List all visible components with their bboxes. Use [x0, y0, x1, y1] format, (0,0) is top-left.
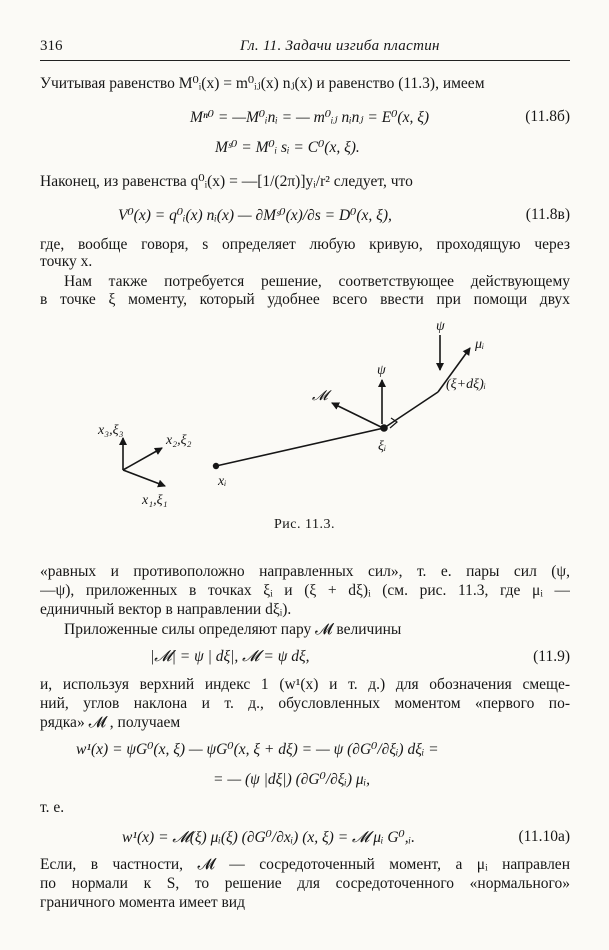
label-x2-xi2: x₂,ξ₂ [166, 433, 192, 448]
running-title: Гл. 11. Задачи изгиба пластин [240, 38, 440, 54]
equation-11-10a: w¹(x) = 𝓜(ξ) μᵢ(ξ) (∂G⁰/∂xᵢ) (x, ξ) = 𝓜 μᵢ G⁰,ᵢ. [122, 829, 415, 846]
text-line-20: т. е. [40, 799, 65, 816]
page-header [40, 38, 570, 60]
equation-number-11-8v: (11.8в) [525, 206, 570, 223]
moment-arrow [332, 403, 381, 427]
position-line [216, 428, 387, 466]
equation-11-8v: V⁰(x) = q⁰ᵢ(x) nᵢ(x) — ∂Mˢ⁰(x)/∂s = D⁰(x, ξ), [118, 207, 392, 224]
equation-11-9: |𝓜| = ψ | dξ|, 𝓜 = ψ dξ, [150, 648, 310, 665]
text-line-9: в точке ξ моменту, который удобнее всего ввести при помощи двух [40, 291, 570, 308]
text-line-6: где, вообще говоря, s определяет любую кривую, проходящую через [40, 236, 570, 253]
equation-number-11-10a: (11.10a) [518, 828, 570, 845]
text-line-15: и, используя верхний индекс 1 (w¹(x) и т. д.) для обозначения смеще- [40, 676, 570, 693]
axis-x2-arrow [123, 448, 162, 470]
text-line-12: единичный вектор в направлении dξᵢ). [40, 601, 292, 618]
text-line-7: точку x. [40, 253, 93, 270]
text-line-10: «равных и противоположно направленных сил», т. е. пары сил (ψ, [40, 563, 570, 580]
text-line-1: Учитывая равенство M⁰ᵢ(x) = m⁰ᵢⱼ(x) nⱼ(x) и равенство (11.3), имеем [40, 75, 485, 92]
label-psi-mid: ψ [377, 363, 386, 378]
label-moment: 𝓜 [312, 389, 328, 404]
point-x [213, 463, 219, 469]
text-line-23: по нормали к S, то решение для сосредоточенного «нормального» [40, 875, 570, 892]
text-line-4: Наконец, из равенства q⁰ᵢ(x) = —[1/(2π)]yᵢ/r² следует, что [40, 173, 413, 190]
text-line-11: —ψ), приложенных в точках ξᵢ и (ξ + dξ)ᵢ (см. рис. 11.3, где μᵢ — [40, 582, 570, 599]
equation-number-11-9: (11.9) [533, 648, 570, 665]
text-line-16: ний, углов наклона и т. д., обусловленных моментом «первого по- [40, 695, 570, 712]
segment-d-xi [384, 392, 438, 428]
figure-caption: Рис. 11.3. [274, 517, 335, 532]
text-line-22: Если, в частности, 𝓜 — сосредоточенный момент, а μᵢ направлен [40, 856, 570, 873]
axis-x1-arrow [123, 470, 165, 486]
equation-number-11-8b: (11.8б) [525, 108, 570, 125]
header-rule [40, 60, 570, 61]
point-xi [380, 424, 388, 432]
equation-w1-line2: = — (ψ |dξ|) (∂G⁰/∂ξᵢ) μᵢ, [213, 771, 371, 788]
equation-11-8b-line2: Mˢ⁰ = M⁰ᵢ sᵢ = C⁰(x, ξ). [215, 139, 360, 156]
figure-11-3 [90, 310, 560, 515]
text-line-13: Приложенные силы определяют пару 𝓜 величины [64, 621, 402, 638]
label-xi-plus-dxi: (ξ+dξ)ᵢ [446, 377, 486, 392]
label-mu: μᵢ [475, 337, 485, 352]
text-line-8: Нам также потребуется решение, соответствующее действующему [64, 273, 570, 290]
label-psi-top: ψ [436, 319, 445, 334]
text-line-24: граничного момента имеет вид [40, 894, 245, 911]
equation-11-8b-line1: Mⁿ⁰ = —M⁰ᵢnᵢ = — m⁰ᵢⱼ nᵢnⱼ = E⁰(x, ξ) [190, 109, 430, 126]
label-xi-i: ξᵢ [378, 439, 387, 454]
figure-diagram [90, 310, 560, 515]
label-x1-xi1: x₁,ξ₁ [142, 493, 168, 508]
label-x3-xi3: x₃,ξ₃ [98, 423, 124, 438]
label-x-i: xᵢ [218, 474, 227, 489]
page-number: 316 [40, 38, 63, 54]
text-line-17: рядка» 𝓜 , получаем [40, 714, 181, 731]
equation-w1-line1: w¹(x) = ψG⁰(x, ξ) — ψG⁰(x, ξ + dξ) = — ψ (∂G⁰/∂ξᵢ) dξᵢ = [76, 741, 439, 758]
